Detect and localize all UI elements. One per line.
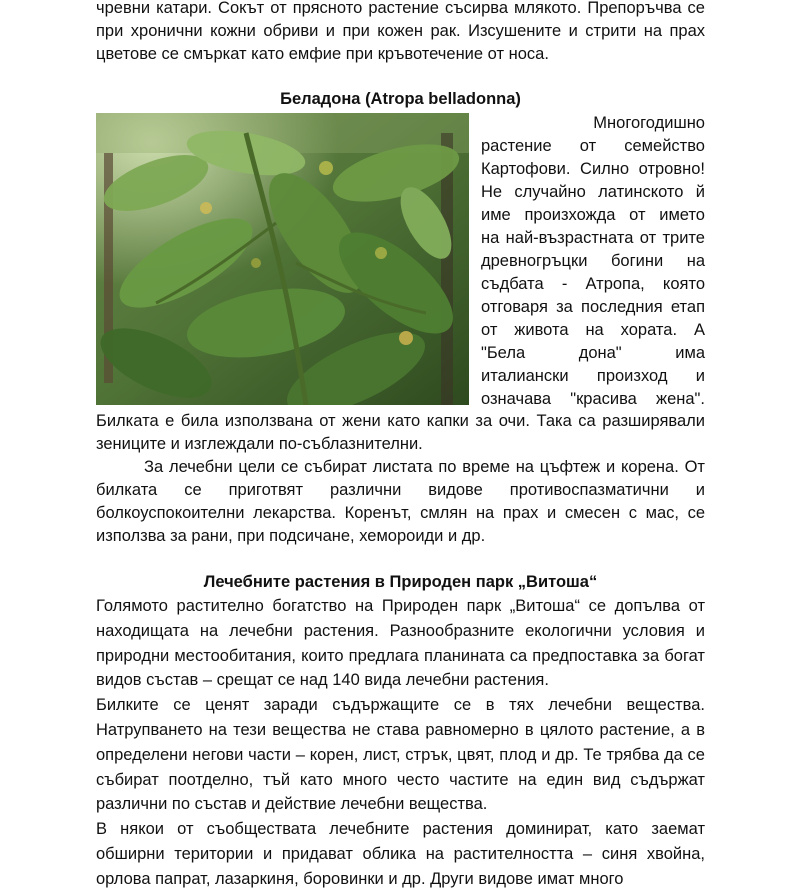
belladonna-photo: [96, 113, 469, 405]
belladonna-heading: Беладона (Atropa belladonna): [280, 90, 521, 108]
belladonna-plant-image: [96, 113, 469, 405]
vitosha-paragraph-3: В някои от съобществата лечебните растения доминират, като заемат обширни територии и придават облика на растителността – синя хвойна, орлова папрат, лазаркиня, боровинки и др. Други видове имат много: [96, 820, 705, 888]
wrap-line-2: растение от семейство: [481, 137, 705, 155]
wrap-line-10: от живота на хората. А: [481, 321, 705, 339]
wrap-line-4: Не случайно латинското й: [481, 183, 705, 201]
wrap-line-11: "Бела дона" има: [481, 344, 705, 362]
wrap-line-7: древногръцки богини на: [481, 252, 705, 270]
vitosha-heading: Лечебните растения в Природен парк „Витоша“: [203, 573, 598, 591]
wrap-line-5: име произхожда от името: [481, 206, 705, 224]
vitosha-paragraph-1: Голямото растително богатство на Природен парк „Витоша“ се допълва от находищата на лечебни растения. Разнообразните екологични условия и природни местообитания, които предлага планината са предпоставка за богат видов състав – срещат се над 140 вида лечебни растения.: [96, 597, 705, 690]
document-page: [96, 0, 705, 892]
belladonna-section: [96, 111, 705, 548]
intro-line-1: чревни катари. Сокът от прясното растение съсирва млякото. Препоръчва се: [96, 0, 705, 17]
intro-line-3: цветове се смъркат като емфие при кръвотечение от носа.: [96, 45, 549, 63]
wrap-line-6: на най-възрастната от трите: [481, 229, 705, 247]
wrap-line-1: Многогодишно: [593, 114, 705, 132]
belladonna-continuation: Билката е била използвана от жени като капки за очи. Така са разширявали зениците и изглеждали по-съблазнителни.: [96, 412, 705, 453]
wrap-line-13: означава "красива жена".: [481, 390, 705, 408]
vitosha-paragraph-2: Билките се ценят заради съдържащите се в тях лечебни вещества. Натрупването на тези вещества не става равномерно в цялото растение, а в определени негови части – корен, лист, стрък, цвят, плод и др. Те трябва да се събират поотделно, тъй като много често частите на един вид съдържат различни по състав и действие лечебни вещества.: [96, 696, 705, 814]
intro-line-2: при хронични кожни обриви и при кожен рак. Изсушените и стрити на прах: [96, 22, 705, 40]
wrap-line-3: Картофови. Силно отровно!: [481, 160, 705, 178]
belladonna-paragraph-2: За лечебни цели се събират листата по време на цъфтеж и корена. От билката се приготвят различни видове противоспазматични и болкоуспокоителни лекарства. Коренът, смлян на прах и смесен с мас, се използва за рани, при подсичане, хемороиди и др.: [96, 458, 705, 545]
wrap-line-8: съдбата - Атропа, която: [481, 275, 705, 293]
wrap-line-9: отговаря за последния етап: [481, 298, 705, 316]
wrap-line-12: италиански произход и: [481, 367, 705, 385]
vitosha-section: [96, 594, 705, 892]
